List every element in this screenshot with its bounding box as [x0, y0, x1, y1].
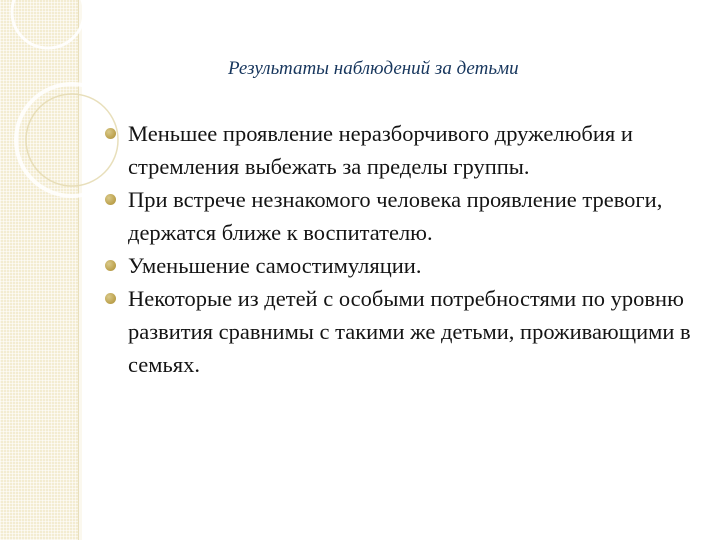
bullet-list [104, 117, 704, 381]
list-item-text: Меньшее проявление неразборчивого дружелюбия и стремления выбежать за пределы группы. [128, 121, 633, 179]
list-item [104, 183, 704, 249]
bullet-icon [105, 194, 116, 205]
list-item-text: При встрече незнакомого человека проявление тревоги, держатся ближе к воспитателю. [128, 187, 663, 245]
bullet-icon [105, 260, 116, 271]
list-item [104, 282, 704, 381]
bullet-icon [105, 293, 116, 304]
slide-title: Результаты наблюдений за детьми [228, 58, 519, 79]
list-item-text: Некоторые из детей с особыми потребностями по уровню развития сравнимы с такими же детьми, проживающими в семьях. [128, 286, 691, 377]
bullet-icon [105, 128, 116, 139]
list-item [104, 249, 704, 282]
decorative-circles-icon [0, 0, 120, 240]
list-item-text: Уменьшение самостимуляции. [128, 253, 422, 278]
list-item [104, 117, 704, 183]
